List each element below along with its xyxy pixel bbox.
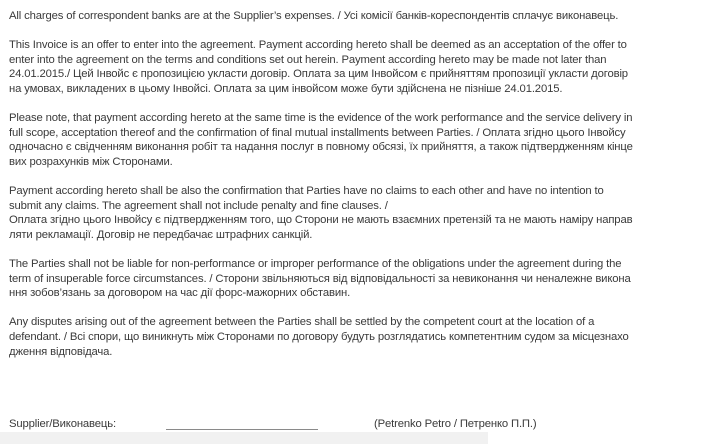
terms-text-block bbox=[9, 9, 709, 374]
text-line: дження відповідача. bbox=[9, 345, 113, 358]
text-line: This Invoice is an offer to enter into the agreement. Payment according hereto shall be deemed as an acceptation of the offer to bbox=[9, 39, 627, 52]
text-line: submit any claims. The agreement shall not include penalty and fine clauses. / bbox=[9, 199, 388, 212]
paragraph-offer bbox=[9, 38, 709, 96]
paragraph-payment-evidence bbox=[9, 111, 709, 169]
text-line: All charges of correspondent banks are at the Supplier’s expenses. / Усі комісії банків-кореспондентів сплачує виконавець. bbox=[9, 10, 619, 22]
text-line: Please note, that payment according hereto at the same time is the evidence of the work performance and the service delivery in bbox=[9, 112, 633, 125]
paragraph-bank-charges bbox=[9, 9, 709, 24]
text-line: Payment according hereto shall be also the confirmation that Parties have no claims to each other and have no intention to bbox=[9, 185, 604, 198]
paragraph-no-claims bbox=[9, 184, 709, 242]
text-line: одночасно є свідченням виконання робіт та надання послуг в повному обсязі, їх прийняття, а також підтвердженням кінце bbox=[9, 141, 633, 154]
text-line: вих розрахунків між Сторонами. bbox=[9, 155, 173, 168]
text-line: Any disputes arising out of the agreement between the Parties shall be settled by the competent court at the location of a bbox=[9, 316, 595, 329]
text-line: на умовах, викладених в цьому Інвойсі. Оплата за цим інвойсом може бути здійснена не пізніше 24.01.2015. bbox=[9, 82, 563, 95]
scan-shadow-strip bbox=[0, 432, 488, 444]
text-line: enter into the agreement on the terms and conditions set out herein. Payment according hereto may be made not later than bbox=[9, 53, 607, 66]
supplier-name: (Petrenko Petro / Петренко П.П.) bbox=[374, 418, 537, 430]
paragraph-force-majeure bbox=[9, 257, 709, 301]
text-line: ння зобов’язань за договором на час дії форс-мажорних обставин. bbox=[9, 287, 351, 300]
text-line: ляти рекламації. Договір не передбачає штрафних санкцій. bbox=[9, 228, 313, 241]
text-line: 24.01.2015./ Цей Інвойс є пропозицією укласти договір. Оплата за цим Інвойсом є прийняттям пропозиції укласти договір bbox=[9, 68, 628, 81]
paragraph-disputes bbox=[9, 315, 709, 359]
signature-line bbox=[166, 429, 318, 430]
text-line: The Parties shall not be liable for non-performance or improper performance of the obligations under the agreement during the bbox=[9, 258, 622, 271]
supplier-signature-label: Supplier/Виконавець: bbox=[9, 418, 116, 430]
text-line: full scope, acceptation thereof and the confirmation of final mutual installments between Parties. / Оплата згідно цього Інвойсу bbox=[9, 126, 626, 139]
text-line: term of insuperable force circumstances. / Сторони звільняються від відповідальності за невиконання чи неналежне викона bbox=[9, 272, 631, 285]
text-line: defendant. / Всі спори, що виникнуть між Сторонами по договору будуть розглядатись компетентним судом за місцезнахо bbox=[9, 331, 629, 344]
text-line: Оплата згідно цього Інвойсу є підтвердженням того, що Сторони не мають взаємних претензій та не мають наміру направ bbox=[9, 214, 633, 227]
